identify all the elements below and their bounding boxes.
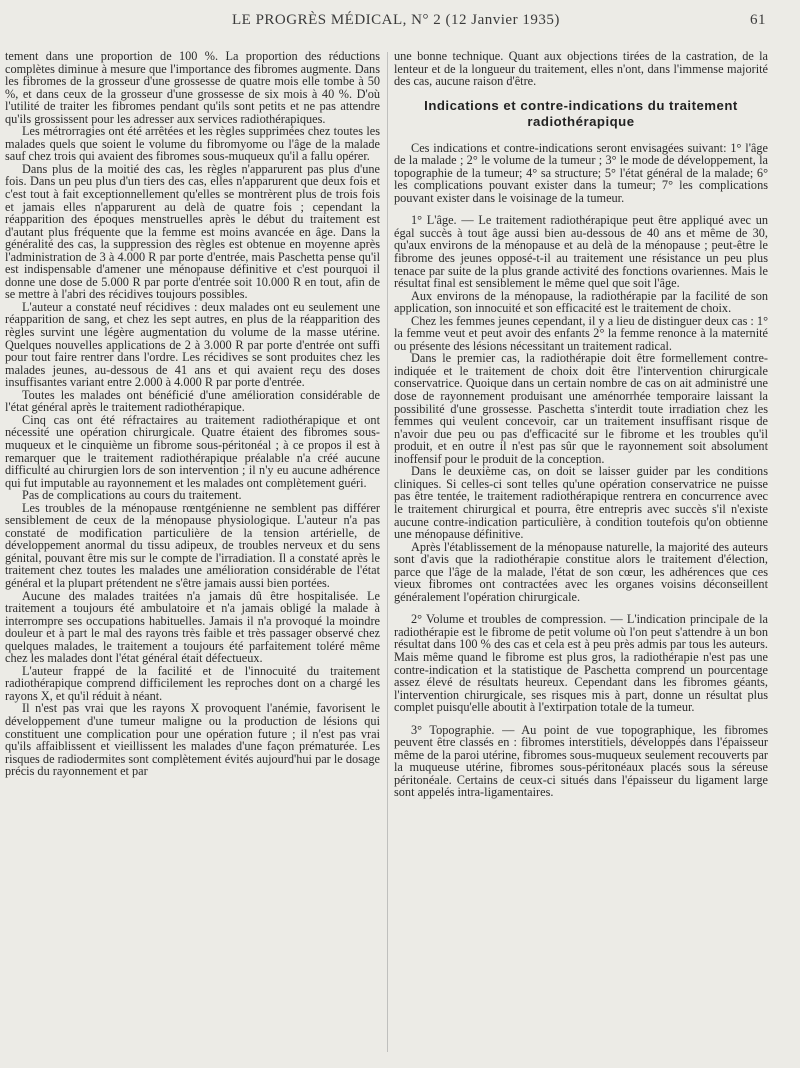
paragraph: 1° L'âge. — Le traitement radiothérapique peut être appliqué avec un égal succès à tout âge aussi bien au-dessous de 40 ans et même de 30, qu'aux environs de la ménopause et au delà de la ménopause ; peut-être le fibrome des jeunes opposé-t-il au traitement une résistance un peu plus tenace par suite de la plus grande activité des fonctions ovariennes. Mais le résultat final est sensiblement le même quel que soit l'âge. (394, 213, 768, 291)
running-header (0, 12, 800, 34)
section-heading: Indications et contre-indications du traitement radiothérapique (424, 97, 738, 129)
paragraph: Dans plus de la moitié des cas, les règles n'apparurent pas plus d'une fois. Dans un peu plus d'un tiers des cas, elles n'apparurent que deux fois et c'est tout à fait exceptionnellement qu'elles se montrèrent plus de trois fois et jamais elles n'apparurent au delà de quatre fois ; cependant la réapparition des époques menstruelles après le début du traitement est d'autant plus fréquente que la femme est moins avancée en âge. Dans la généralité des cas, la suppression des règles est obtenue en moyenne après l'administration de 3 à 4.000 R par porte d'entrée, mais Paschetta pense qu'il est indispensable d'amener une ménopause définitive et c'est pourquoi il donne une dose de 5.000 R par porte d'entrée soit 10.000 R en tout, afin de se mettre à l'abri des récidives toujours possibles. (5, 161, 380, 302)
left-column (5, 50, 380, 778)
paragraph: Aucune des malades traitées n'a jamais dû être hospitalisée. Le traitement a toujours été ambulatoire et n'a jamais obligé la malade à interrompre ses occupations habituelles. Jamais il n'a provoqué la moindre douleur et à part le mal des rayons très faible et très passager observé chez quelques malades, le traitement a toujours été parfaitement toléré même chez les malades dont l'état général était défectueux. (5, 588, 380, 666)
paragraph: Aux environs de la ménopause, la radiothérapie par la facilité de son application, son innocuité et son efficacité est le traitement de choix. (394, 288, 768, 316)
paragraph: L'auteur a constaté neuf récidives : deux malades ont eu seulement une réapparition de sang, et chez les sept autres, en plus de la réapparition des règles survint une légère augmentation du volume de la masse utérine. Quelques nouvelles applications de 2 à 3.000 R par porte d'entrée ont suffi pour tout faire rentrer dans l'ordre. Les récidives se sont produites chez les malades jeunes, au-dessous de 41 ans et qui avaient reçu des doses insuffisantes variant entre 2.000 à 4.000 R par porte d'entrée. (5, 299, 380, 390)
paragraph: Dans le premier cas, la radiothérapie doit être formellement contre-indiquée et le traitement de choix doit être l'intervention chirurgicale conservatrice. Quoique dans un certain nombre de cas on ait administré une dose de rayonnement produisant une aménorrhée temporaire laissant la possibilité d'une grossesse. Paschetta s'interdit toute irradiation chez les femmes qui veulent concevoir, car un traitement insuffisant risque de n'avoir due peu ou pas d'efficacité sur le fibrome et les troubles qu'il produit, et en outre il n'est pas sûr que le rayonnement soit absolument inoffensif pour le produit de la conception. (394, 351, 768, 466)
running-title: LE PROGRÈS MÉDICAL, N° 2 (12 Janvier 1935) (232, 12, 560, 28)
paragraph: Toutes les malades ont bénéficié d'une amélioration considérable de l'état général après le traitement radiothérapique. (5, 387, 380, 415)
right-column (394, 50, 768, 799)
paragraph: Chez les femmes jeunes cependant, il y a lieu de distinguer deux cas : 1° la femme veut et peut avoir des enfants 2° la femme renonce à la maternité ou présente des lésions nécessitant un traitement radical. (394, 313, 768, 353)
paragraph: 3° Topographie. — Au point de vue topographique, les fibromes peuvent être classés en : fibromes interstitiels, développés dans l'épaisseur même de la paroi utérine, fibromes sous-muqueux seulement recouverts par la muqueuse utérine, fibromes sous-péritonéaux placés sous la séreuse péritonéale. Certains de ceux-ci situés dans l'épaisseur du ligament large sont appelés intra-ligamentaires. (394, 722, 768, 800)
paragraph: Les troubles de la ménopause rœntgénienne ne semblent pas différer sensiblement de ceux de la ménopause physiologique. L'auteur n'a pas constaté de modification particulière de la tension artérielle, de développement anormal du tissu adipeux, de troubles nerveux et du sens génital, pouvant être mis sur le compte de l'irradiation. Il a constaté après le traitement chez toutes les malades une amélioration considérable de l'état général et la plupart prétendent ne s'être jamais aussi bien portées. (5, 500, 380, 590)
paragraph: tement dans une proportion de 100 %. La proportion des réductions complètes diminue à mesure que l'importance des fibromes augmente. Dans les fibromes de la grosseur d'une grossesse de quatre mois elle tombe à 50 %, et dans ceux de la grosseur d'une grossesse de six mois à 40 %. D'où l'utilité de traiter les fibromes pendant qu'ils sont petits et ne pas attendre qu'ils grossissent pour les adresser aux services radiothérapiques. (5, 49, 380, 126)
paragraph: 2° Volume et troubles de compression. — L'indication principale de la radiothérapie est le fibrome de petit volume où l'on peut s'attendre à un bon résultat dans 100 % des cas et cela est à peu près admis par tous les auteurs. Mais même quand le fibrome est plus gros, la radiothérapie n'est pas une contre-indication et la statistique de Paschetta comprend un pourcentage assez élevé de résultats heureux. Cependant dans les fibromes géants, l'intervention chirurgicale, ses risques mis à part, donne un résultat plus complet puisqu'elle aboutit à l'extirpation totale de la tumeur. (394, 612, 768, 715)
column-divider (387, 52, 388, 1052)
paragraph: Après l'établissement de la ménopause naturelle, la majorité des auteurs sont d'avis que la radiothérapie constitue alors le traitement d'élection, parce que l'âge de la malade, l'état de son cœur, les adhérences que ces vieux fibromes ont contractées avec les organes voisins déconseillent généralement l'opération chirurgicale. (394, 539, 768, 604)
paragraph: Pas de complications au cours du traitement. (22, 488, 242, 503)
paragraph: Il n'est pas vrai que les rayons X provoquent l'anémie, favorisent le développement d'une tumeur maligne ou la production de lésions qui constituent une complication pour une opération future ; il n'est pas vrai qu'ils affaiblissent et vieillissent les malades d'une façon prématurée. Les risques de radiodermites sont complètement évités aujourd'hui par le dosage précis du rayonnement et par (5, 701, 380, 779)
paragraph: Cinq cas ont été réfractaires au traitement radiothérapique et ont nécessité une opération chirurgicale. Quatre étaient des fibromes sous-muqueux et le cinquième un fibrome sous-péritonéal ; à ce propos il est à remarquer que le traitement radiothérapique préalable n'a créé aucune difficulté au chirurgien lors de son intervention ; il n'y eu aucune adhérence qui fut imputable au rayonnement et les malades ont complètement guéri. (5, 412, 380, 490)
paragraph: une bonne technique. Quant aux objections tirées de la castration, de la lenteur et de la longueur du traitement, elles n'ont, dans l'immense majorité des cas, aucune raison d'être. (394, 49, 768, 89)
paragraph: Dans le deuxième cas, on doit se laisser guider par les conditions cliniques. Si celles-ci sont telles qu'une opération conservatrice ne puisse pas être tentée, le traitement radiothérapique rentrera en concurrence avec le traitement chirurgical et pourra, être entrepris avec succès s'il n'existe aucune contre-indication particulière, à condition toutefois qu'on obtienne une ménopause définitive. (394, 464, 768, 542)
paragraph: Ces indications et contre-indications seront envisagées suivant: 1° l'âge de la malade ; 2° le volume de la tumeur ; 3° le mode de développement, la topographie de la tumeur; 4° sa structure; 5° l'état général de la malade; 6° les complications pouvant exister dans la tumeur; 7° les complications pouvant exister dans le voisinage de la tumeur. (394, 140, 768, 205)
paragraph: L'auteur frappé de la facilité et de l'innocuité du traitement radiothérapique comprend difficilement les reproches dont on a chargé les rayons X, et qu'il réduit à néant. (5, 663, 380, 703)
paragraph: Les métrorragies ont été arrêtées et les règles supprimées chez toutes les malades quels que soient le volume du fibromyome ou l'âge de la malade sauf chez trois qui avaient des fibromes sous-muqueux qu'il a fallu opérer. (5, 124, 380, 164)
page-number: 61 (750, 12, 766, 28)
